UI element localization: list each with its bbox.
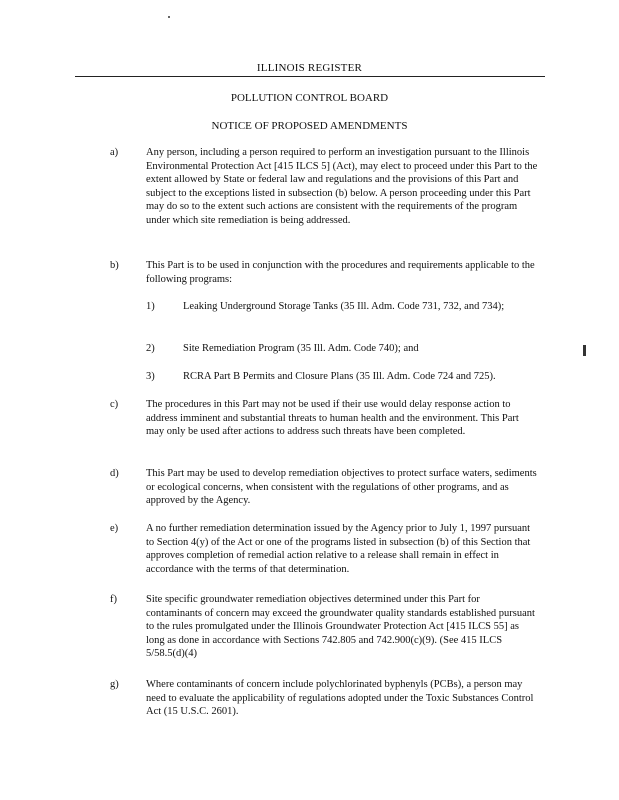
paragraph-label: b) xyxy=(110,260,119,271)
paragraph-label: d) xyxy=(110,468,119,479)
program-text: RCRA Part B Permits and Closure Plans (35 Ill. Adm. Code 724 and 725). xyxy=(183,371,496,382)
program-text: Leaking Underground Storage Tanks (35 Ill. Adm. Code 731, 732, and 734); xyxy=(183,301,505,312)
paragraph-text: This Part is to be used in conjunction with the procedures and requirements applicable to the following programs: xyxy=(146,260,535,285)
paragraph-text: Site specific groundwater remediation objectives determined under this Part for contaminants of concern may exceed the groundwater quality standards established pursuant to the rules promulgated under the Illinois Groundwater Protection Act [415 ILCS 55] as long as done in accordance with Sections 742.805 and 742.900(c)(9). (See 415 ILCS 5/58.5(d)(4) xyxy=(146,594,535,660)
program-text: Site Remediation Program (35 Ill. Adm. Code 740); and xyxy=(183,343,419,354)
paragraph-text: Any person, including a person required to perform an investigation pursuant to the Illinois Environmental Protection Act [415 ILCS 5] (Act), may elect to proceed under this Part to the extent allowed by State or federal law and regulations and the provisions of this Part and subject to the exceptions listed in subsection (b) below. A person proceeding under this Part may do so to the extent such actions are consistent with the requirements of the program under which site remediation is being addressed. xyxy=(146,147,538,226)
program-label: 2) xyxy=(146,343,155,354)
paragraph-label: a) xyxy=(110,147,119,158)
notice-title: NOTICE OF PROPOSED AMENDMENTS xyxy=(211,120,408,132)
paragraph-text: This Part may be used to develop remediation objectives to protect surface waters, sediments or ecological concerns, when consistent with the regulations of other programs, and as approved by the Agency. xyxy=(146,468,537,507)
margin-mark xyxy=(583,345,586,356)
paragraph-label: f) xyxy=(110,594,117,605)
paragraph-label: e) xyxy=(110,523,119,534)
paragraph-text: The procedures in this Part may not be used if their use would delay response action to address imminent and substantial threats to human health and the environment. This Part may only be used after actions to address such threats have been completed. xyxy=(146,399,519,438)
paragraph-label: c) xyxy=(110,399,119,410)
program-label: 3) xyxy=(146,371,155,382)
register-title: ILLINOIS REGISTER xyxy=(256,62,363,74)
program-label: 1) xyxy=(146,301,155,312)
scan-speck xyxy=(168,16,170,18)
header-rule xyxy=(75,76,545,77)
paragraph-text: Where contaminants of concern include polychlorinated byphenyls (PCBs), a person may need to evaluate the applicability of regulations adopted under the Toxic Substances Control Act (15 U.S.C. 2601). xyxy=(146,679,534,718)
paragraph-text: A no further remediation determination issued by the Agency prior to July 1, 1997 pursuant to Section 4(y) of the Act or one of the programs listed in subsection (b) of this Section that approves completion of remedial action relative to a release shall remain in effect in accordance with the terms of that determination. xyxy=(146,523,531,575)
board-name: POLLUTION CONTROL BOARD xyxy=(230,92,389,104)
paragraph-label: g) xyxy=(110,679,119,690)
